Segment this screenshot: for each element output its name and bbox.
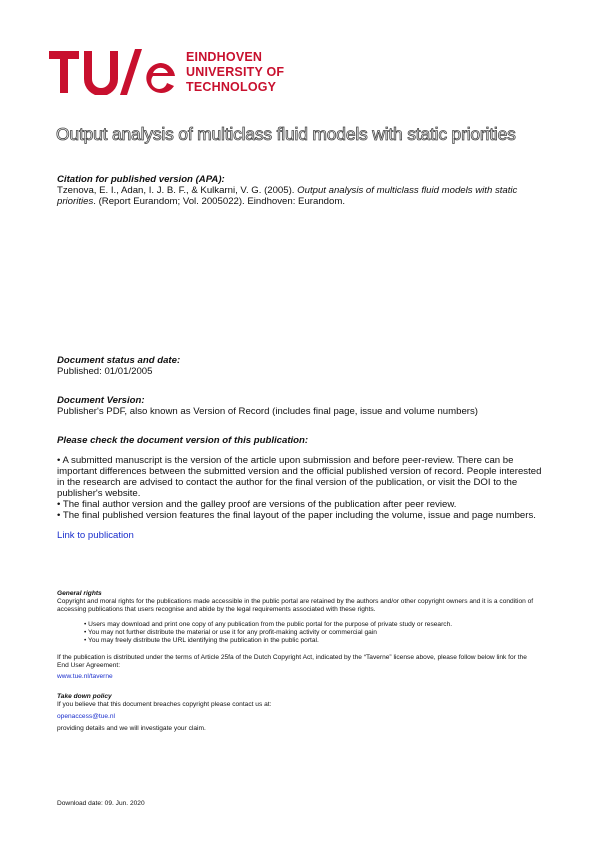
general-rights-list bbox=[84, 621, 544, 645]
citation-text bbox=[57, 185, 547, 207]
taverne-text: If the publication is distributed under the terms of Article 25fa of the Dutch Copyright Act, indicated by the “Taverne” license above, please follow below link for the End User Agreement: bbox=[57, 654, 527, 669]
status-heading: Document status and date: bbox=[57, 355, 181, 366]
tue-logo-wordmark bbox=[186, 50, 284, 95]
rights-item: • You may freely distribute the URL identifying the publication in the public portal. bbox=[84, 637, 319, 644]
take-down-heading: Take down policy bbox=[57, 693, 112, 700]
logo-line-3: TECHNOLOGY bbox=[186, 80, 277, 94]
document-title: Output analysis of multiclass fluid models with static priorities bbox=[56, 124, 516, 144]
tue-logo bbox=[49, 49, 309, 95]
rights-item: • You may not further distribute the material or use it for any profit-making activity or commercial gain bbox=[84, 629, 377, 636]
check-bullet-author-version: • The final author version and the galley proof are versions of the publication after peer review. bbox=[57, 499, 457, 510]
rights-item: • Users may download and print one copy of any publication from the public portal for the purpose of private study or research. bbox=[84, 621, 453, 628]
check-version-heading: Please check the document version of this publication: bbox=[57, 435, 309, 446]
take-down-text-2: providing details and we will investigate your claim. bbox=[57, 725, 206, 732]
take-down-text: If you believe that this document breaches copyright please contact us at: bbox=[57, 701, 272, 708]
download-date: Download date: 09. Jun. 2020 bbox=[57, 800, 145, 807]
logo-line-1: EINDHOVEN bbox=[186, 50, 263, 64]
check-bullet-published-version: • The final published version features the final layout of the paper including the volume, issue and page numbers. bbox=[57, 510, 536, 521]
citation-work-title: Output analysis of multiclass fluid models with static priorities bbox=[57, 185, 518, 207]
logo-line-2: UNIVERSITY OF bbox=[186, 65, 285, 79]
tue-logo-mark bbox=[49, 49, 179, 95]
general-rights-text: Copyright and moral rights for the publications made accessible in the public portal are retained by the authors and/or other copyright owners and it is a condition of accessing publications that users recognise and abide by the legal requirements associated with these rights. bbox=[57, 598, 534, 613]
citation-rest: . (Report Eurandom; Vol. 2005022). Eindhoven: Eurandom. bbox=[93, 196, 345, 207]
citation-authors: Tzenova, E. I., Adan, I. J. B. F., & Kulkarni, V. G. (2005). bbox=[57, 185, 298, 196]
taverne-link[interactable]: www.tue.nl/taverne bbox=[57, 673, 113, 680]
citation-heading: Citation for published version (APA): bbox=[57, 174, 225, 185]
check-bullet-submitted: • A submitted manuscript is the version of the article upon submission and before peer-review. There can be important differences between the submitted version and the official published version of record. People interested in the research are advised to contact the author for the final version of the publication, or visit the DOI to the publisher's website. bbox=[57, 455, 542, 499]
check-version-list bbox=[57, 455, 547, 521]
take-down-email-link[interactable]: openaccess@tue.nl bbox=[57, 713, 116, 720]
version-heading: Document Version: bbox=[57, 395, 145, 406]
status-text: Published: 01/01/2005 bbox=[57, 366, 153, 377]
general-rights-heading: General rights bbox=[57, 590, 102, 597]
link-to-publication[interactable]: Link to publication bbox=[57, 530, 134, 541]
version-text: Publisher's PDF, also known as Version of Record (includes final page, issue and volume numbers) bbox=[57, 406, 478, 417]
